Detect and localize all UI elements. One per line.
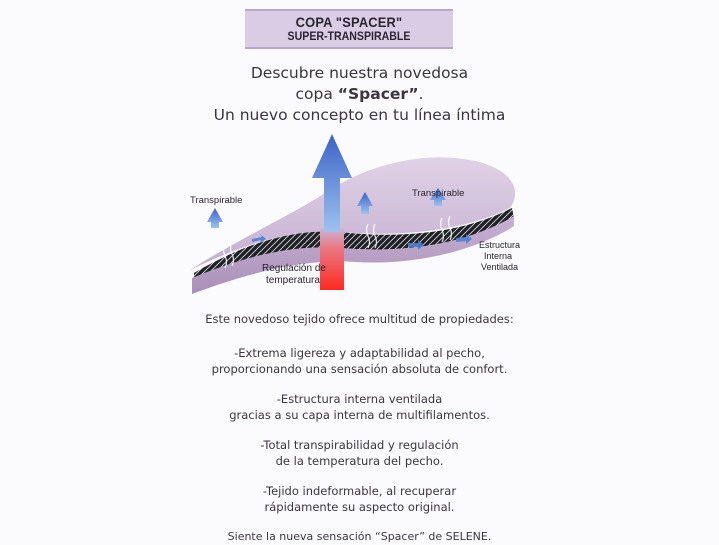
intro-line-1: Descubre nuestra novedosa (250, 64, 469, 82)
property-item (0, 483, 719, 515)
label-structure-line-3: Ventilada (481, 262, 519, 272)
intro-line-3: Un nuevo concepto en tu línea íntima (213, 106, 506, 124)
intro-line-2 (0, 84, 719, 105)
intro-line-2-prefix: copa (295, 85, 338, 103)
property-item-line-2: proporcionando una sensación absoluta de confort. (211, 362, 508, 376)
heat-column (320, 228, 344, 290)
label-transpirable-left: Transpirable (190, 195, 243, 206)
property-item-line-2: de la temperatura del pecho. (275, 454, 444, 468)
label-structure-line-1: Estructura (479, 240, 521, 250)
property-item-line-2: rápidamente su aspecto original. (264, 500, 455, 514)
property-item-line-1: -Tejido indeformable, al recuperar (262, 484, 457, 498)
property-item (0, 437, 719, 469)
properties-section (0, 311, 719, 545)
property-item-line-1: -Estructura interna ventilada (276, 392, 443, 406)
small-airflow-arrow-icon-left (207, 208, 223, 228)
properties-intro: Este novedoso tejido ofrece multitud de propiedades: (205, 312, 514, 326)
label-regulation-line-2: temperatura (266, 275, 320, 286)
label-transpirable-right: Transpirable (412, 188, 465, 199)
property-item-line-1: -Extrema ligereza y adaptabilidad al pecho, (234, 346, 485, 360)
intro-line-2-suffix: . (418, 85, 424, 103)
banner-title: COPA "SPACER" (295, 14, 403, 30)
property-item-line-1: -Total transpirabilidad y regulación (260, 438, 459, 452)
property-item (0, 391, 719, 423)
title-banner (245, 9, 453, 49)
closing-line: Siente la nueva sensación “Spacer” de SELENE. (227, 530, 492, 543)
property-item (0, 345, 719, 377)
label-regulation-line-1: Regulación de (262, 263, 326, 274)
intro-text (0, 63, 719, 126)
label-structure-line-2: Interna (484, 251, 513, 261)
fabric-diagram (180, 128, 540, 298)
intro-line-2-bold: “Spacer” (337, 85, 419, 103)
property-item-line-2: gracias a su capa interna de multifilamentos. (229, 408, 490, 422)
banner-subtitle: SUPER-TRANSPIRABLE (287, 31, 411, 43)
